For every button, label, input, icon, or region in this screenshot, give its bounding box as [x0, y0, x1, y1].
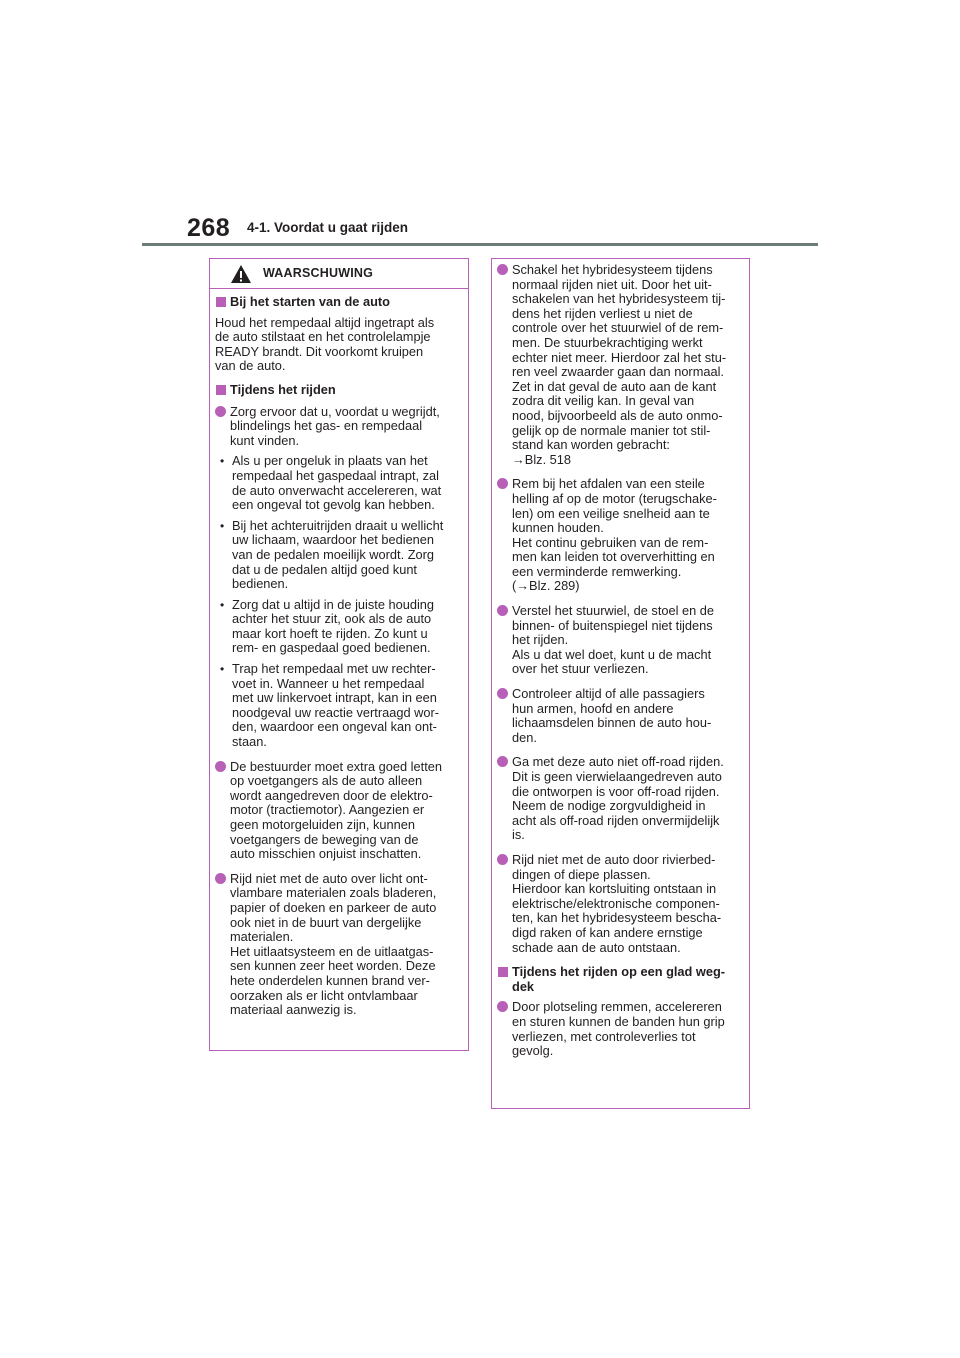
text-line: sen kunnen zeer heet worden. Deze [230, 958, 436, 974]
text-line: Door plotseling remmen, accelereren [512, 999, 722, 1015]
text-line: lichaamsdelen binnen de auto hou- [512, 715, 712, 731]
warning-divider [210, 288, 468, 289]
text-line: dens het rijden verliest u niet de [512, 305, 693, 321]
text-line: controle over het stuurwiel of de rem- [512, 320, 724, 336]
text-line: Verstel het stuurwiel, de stoel en de [512, 603, 715, 619]
text-line: staan. [232, 734, 267, 750]
text-line: schade aan de auto ontstaan. [512, 939, 681, 955]
circle-bullet-icon [215, 761, 226, 772]
square-bullet-icon [216, 297, 226, 307]
text-line: helling af op de motor (terugschake- [512, 490, 717, 506]
dot-bullet-icon: • [220, 454, 225, 469]
sub-bullet-2 [215, 519, 459, 592]
circle-bullet-icon [497, 264, 508, 275]
text-line: oorzaken als er licht ontvlambaar [230, 987, 418, 1003]
sub-bullet-text [232, 454, 459, 512]
text-line: Rijd niet met de auto door rivierbed- [512, 851, 716, 867]
text-line: stand kan worden gebracht: [512, 437, 670, 453]
text-line: van de pedalen moeilijk wordt. Zorg [232, 546, 435, 562]
bullet-text [512, 755, 740, 843]
sub-bullet-text [232, 519, 459, 592]
sub-bullet-1 [215, 454, 459, 512]
text-line: achter het stuur zit, ook als de auto [232, 611, 432, 627]
text-line: Controleer altijd of alle passagiers [512, 686, 705, 702]
circle-bullet-icon [497, 605, 508, 616]
text-line: Rem bij het afdalen van een steile [512, 476, 705, 492]
text-line: geen motorgeluiden zijn, kunnen [230, 817, 415, 832]
text-line: met uw linkervoet intrapt, kan in een [232, 690, 437, 706]
bullet-text [512, 853, 740, 955]
text-line: een verminderde remwerking. [512, 563, 682, 579]
text-line: Schakel het hybridesysteem tijdens [512, 262, 713, 277]
text-line: schakelen van het hybridesysteem tij- [512, 291, 726, 307]
circle-bullet-icon [497, 756, 508, 767]
subhead-text: Bij het starten van de auto [230, 294, 390, 309]
bullet-text [512, 263, 740, 467]
dot-bullet-icon: • [220, 597, 225, 612]
text-line: len) om een veilige snelheid aan te [512, 505, 710, 521]
text-line: Zet in dat geval de auto aan de kant [512, 378, 717, 394]
warning-box-right [491, 258, 750, 1109]
bullet-text [230, 872, 459, 1018]
subhead-text [512, 965, 740, 994]
text-line: De bestuurder moet extra goed letten [230, 758, 442, 774]
circle-bullet-icon [497, 478, 508, 489]
bullet-pedals [215, 405, 459, 449]
text-line: Rijd niet met de auto over licht ont- [230, 870, 428, 886]
text-line: de auto stilstaat en het controlelampje [215, 329, 431, 345]
text-line: Als u per ongeluk in plaats van het [232, 453, 428, 469]
text-line: verliezen, met controleverlies tot [512, 1028, 696, 1044]
bullet-text [512, 687, 740, 745]
text-line: een ongeval tot gevolg kan hebben. [232, 497, 435, 513]
bullet-text [512, 477, 740, 594]
sub-bullet-4 [215, 662, 459, 750]
text-line: bedienen. [232, 576, 289, 592]
bullet-water [497, 853, 740, 955]
text-line: nood, bijvoorbeeld als de auto onmo- [512, 407, 723, 423]
text-line: Het uitlaatsysteem en de uitlaatgas- [230, 943, 434, 959]
text-line: Hierdoor kan kortsluiting ontstaan in [512, 881, 717, 897]
bullet-text [512, 1000, 740, 1058]
subhead-starting [215, 295, 459, 310]
text-line: gevolg. [512, 1043, 554, 1059]
text-line: Ga met deze auto niet off-road rijden. [512, 754, 724, 770]
bullet-passengers [497, 687, 740, 745]
bullet-downhill [497, 477, 740, 594]
text-line: het rijden. [512, 632, 569, 648]
circle-bullet-icon [215, 406, 226, 417]
text-line: maar kort hoeft te rijden. Zo kunt u [232, 625, 428, 641]
text-line: gelijk op de normale manier tot stil- [512, 422, 711, 438]
text-line: ren veel zwaarder gaan dan normaal. [512, 364, 724, 380]
text-line: Trap het rempedaal met uw rechter- [232, 661, 436, 677]
square-bullet-icon [216, 385, 226, 395]
text-line: op voetgangers als de auto alleen [230, 773, 423, 789]
text-line: (→Blz. 289) [512, 578, 580, 594]
square-bullet-icon [498, 967, 508, 977]
text-line: over het stuur verliezen. [512, 661, 649, 677]
bullet-grip [497, 1000, 740, 1058]
text-line: hete onderdelen kunnen brand ver- [230, 972, 430, 988]
subhead-driving [215, 383, 459, 398]
text-line: acht als off-road rijden onvermijdelijk [512, 812, 720, 828]
text-line: dingen of diepe plassen. [512, 866, 651, 882]
bullet-offroad [497, 755, 740, 843]
text-line: Houd het rempedaal altijd ingetrapt als [215, 314, 435, 330]
text-line: materialen. [230, 929, 294, 945]
text-line: noodgeval uw reactie vertraagd wor- [232, 704, 439, 720]
text-line: voetgangers de beweging van de [230, 831, 419, 847]
circle-bullet-icon [497, 1001, 508, 1012]
bullet-adjust [497, 604, 740, 677]
dot-bullet-icon: • [220, 662, 225, 677]
bullet-pedestrians [215, 760, 459, 862]
text-line: echter niet meer. Hierdoor zal het stu- [512, 349, 727, 365]
sub-bullet-text [232, 598, 459, 656]
text-line: materiaal aanwezig is. [230, 1002, 357, 1018]
text-line: ten, kan het hybridesysteem bescha- [512, 910, 722, 926]
text-line: papier of doeken en parkeer de auto [230, 899, 437, 915]
text-line: normaal rijden niet uit. Door het uit- [512, 276, 712, 292]
text-line: elektrische/elektronische componen- [512, 895, 720, 911]
section-title: 4-1. Voordat u gaat rijden [247, 220, 409, 235]
text-line: Neem de nodige zorgvuldigheid in [512, 798, 706, 814]
text-line: en sturen kunnen de banden hun grip [512, 1013, 725, 1029]
bullet-text [230, 405, 459, 449]
text-line: kunnen houden. [512, 520, 604, 536]
dot-bullet-icon: • [220, 518, 225, 533]
text-line: Het continu gebruiken van de rem- [512, 534, 709, 550]
bullet-hybrid-system [497, 263, 740, 467]
text-line: men. De stuurbekrachtiging werkt [512, 334, 703, 350]
text-line: de auto onverwacht accelereren, wat [232, 482, 442, 498]
text-line: vlambare materialen zoals bladeren, [230, 885, 437, 901]
text-line: men kan leiden tot oververhitting en [512, 549, 715, 565]
sub-bullet-text [232, 662, 459, 750]
circle-bullet-icon [497, 854, 508, 865]
subhead-slippery [497, 965, 740, 994]
text-line: dat u de pedalen altijd goed kunt [232, 561, 417, 577]
text-line: rem- en gaspedaal goed bedienen. [232, 640, 431, 656]
warning-header [215, 259, 459, 288]
text-line: READY brandt. Dit voorkomt kruipen [215, 343, 424, 359]
header-rule [142, 243, 818, 246]
text-line: rempedaal het gaspedaal intrapt, zal [232, 467, 440, 483]
text-line: uw lichaam, waardoor het bedienen [232, 532, 435, 548]
warning-triangle-icon [230, 264, 252, 284]
page-number: 268 [187, 214, 231, 242]
text-line: blindelings het gas- en rempedaal [230, 418, 423, 434]
text-line: is. [512, 827, 525, 843]
text-line: den, waardoor een ongeval kan ont- [232, 719, 437, 735]
text-line: auto misschien onjuist inschatten. [230, 846, 422, 862]
text-line: motor (tractiemotor). Aangezien er [230, 802, 425, 818]
subhead-text: Tijdens het rijden [230, 381, 336, 397]
text-line: die ontworpen is voor off-road rijden. [512, 783, 720, 799]
text-line: Dit is geen vierwielaangedreven auto [512, 769, 722, 784]
text-line: hun armen, hoofd en andere [512, 700, 674, 716]
text-line: digd raken of kan andere ernstige [512, 924, 703, 940]
bullet-text [512, 604, 740, 677]
paragraph-starting [215, 316, 459, 374]
text-line: Bij het achteruitrijden draait u wellicht [232, 517, 444, 533]
text-line: zodra dit veilig kan. In geval van [512, 393, 695, 409]
text-line: →Blz. 518 [512, 451, 572, 467]
warning-title: WAARSCHUWING [263, 266, 374, 280]
text-line: binnen- of buitenspiegel niet tijdens [512, 617, 713, 633]
text-line: Tijdens het rijden op een glad weg- [512, 964, 726, 980]
text-line: ook niet in de buurt van dergelijke [230, 914, 422, 930]
bullet-flammable [215, 872, 459, 1018]
sub-bullet-3 [215, 598, 459, 656]
circle-bullet-icon [215, 873, 226, 884]
text-line: voet in. Wanneer u het rempedaal [232, 675, 425, 691]
text-line: wordt aangedreven door de elektro- [230, 787, 433, 803]
bullet-text [230, 760, 459, 862]
text-line: den. [512, 729, 537, 745]
text-line: kunt vinden. [230, 432, 300, 448]
text-line: Zorg ervoor dat u, voordat u wegrijdt, [230, 403, 440, 419]
text-line: van de auto. [215, 358, 286, 374]
text-line: Zorg dat u altijd in de juiste houding [232, 596, 435, 612]
text-line: Als u dat wel doet, kunt u de macht [512, 646, 712, 662]
text-line: dek [512, 978, 535, 994]
warning-box-left [209, 258, 469, 1051]
circle-bullet-icon [497, 688, 508, 699]
